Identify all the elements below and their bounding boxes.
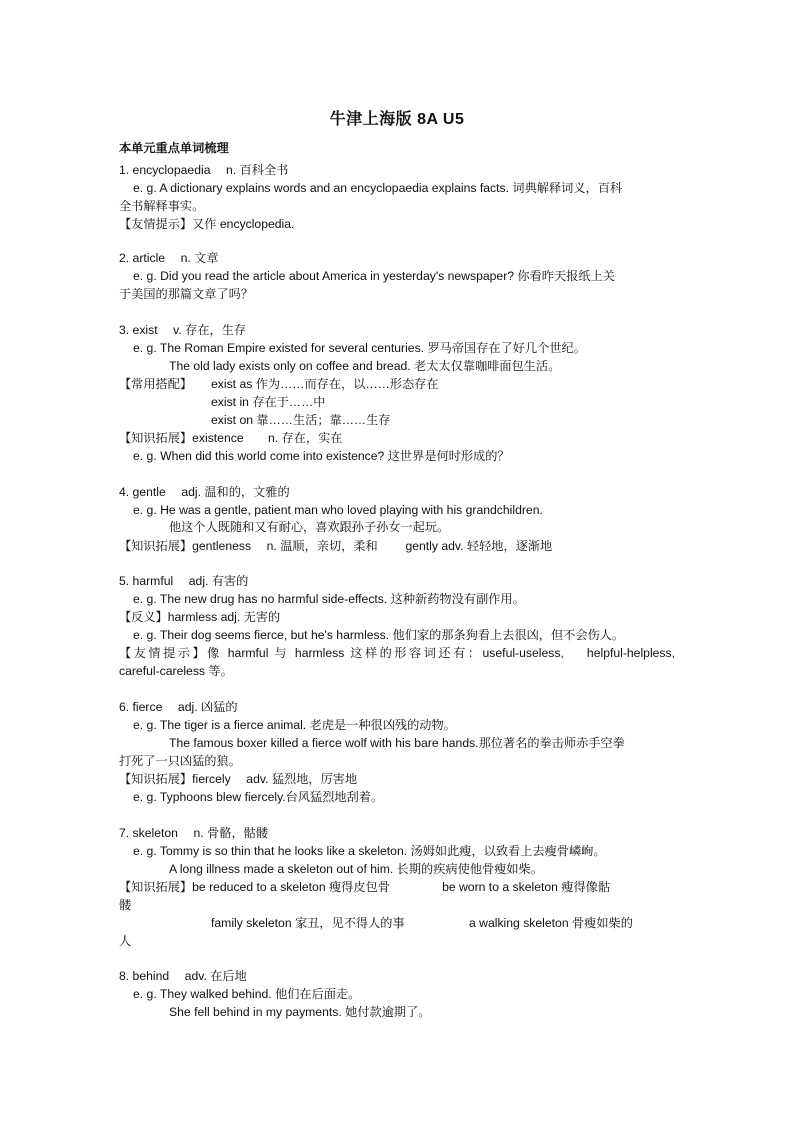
entry-harmful-head: 5. harmful adj. 有害的: [119, 574, 249, 588]
entry-harmful-example-1: e. g. The new drug has no harmful side-effects. 这种新药物没有副作用。: [133, 592, 525, 606]
entry-exist-collocation-3: exist on 靠……生活；靠……生存: [211, 413, 391, 427]
entry-gentle-example-cn: 他这个人既随和又有耐心，喜欢跟孙子孙女一起玩。: [169, 520, 450, 534]
entry-skeleton-head: 7. skeleton n. 骨骼，骷髅: [119, 826, 269, 840]
entry-behind-example-1: e. g. They walked behind. 他们在后面走。: [133, 987, 361, 1001]
section-heading: 本单元重点单词梳理: [119, 141, 229, 155]
entry-exist-collocation-1: exist as 作为……而存在，以……形态存在: [211, 377, 439, 391]
entry-exist-head: 3. exist v. 存在，生存: [119, 323, 247, 337]
entry-fierce-example-3: e. g. Typhoons blew fiercely.台风猛烈地刮着。: [133, 790, 384, 804]
entry-encyclopaedia-tip: 【友情提示】又作 encyclopedia.: [119, 217, 295, 231]
entry-exist-example-1: e. g. The Roman Empire existed for several centuries. 罗马帝国存在了好几个世纪。: [133, 341, 586, 355]
entry-exist-example-3: e. g. When did this world come into existence? 这世界是何时形成的？: [133, 449, 510, 463]
entry-exist-collocation-label: 【常用搭配】: [119, 377, 193, 391]
entry-fierce-example-2: The famous boxer killed a fierce wolf with his bare hands.那位著名的拳击师赤手空拳: [169, 736, 625, 750]
entry-harmful-example-2: e. g. Their dog seems fierce, but he's harmless. 他们家的那条狗看上去很凶，但不会伤人。: [133, 628, 625, 642]
entry-article-example: e. g. Did you read the article about America in yesterday's newspaper? 你看昨天报纸上关: [133, 269, 615, 283]
entry-harmful-antonym: 【反义】harmless adj. 无害的: [119, 610, 281, 624]
entry-fierce-example-2-cont: 打死了一只凶猛的狼。: [119, 754, 241, 768]
entry-gentle-head: 4. gentle adj. 温和的，文雅的: [119, 485, 290, 499]
entry-behind-head: 8. behind adv. 在后地: [119, 969, 247, 983]
entry-exist-expand: 【知识拓展】existence n. 存在，实在: [119, 431, 343, 445]
entry-harmful-tip-cont: careful-careless 等。: [119, 664, 233, 678]
entry-fierce-expand: 【知识拓展】fiercely adv. 猛烈地，厉害地: [119, 772, 358, 786]
entry-gentle-expand: 【知识拓展】gentleness n. 温顺，亲切，柔和 gently adv. 轻轻地，逐渐地: [119, 539, 553, 553]
entry-skeleton-expand-2-cont: 人: [119, 934, 132, 948]
entry-fierce-example-1: e. g. The tiger is a fierce animal. 老虎是一种很凶残的动物。: [133, 718, 456, 732]
entry-skeleton-expand-cont: 髅: [119, 898, 132, 912]
entry-gentle-example: e. g. He was a gentle, patient man who loved playing with his grandchildren.: [133, 503, 543, 517]
entry-exist-example-2: The old lady exists only on coffee and bread. 老太太仅靠咖啡面包生活。: [169, 359, 561, 373]
entry-skeleton-example-2: A long illness made a skeleton out of him. 长期的疾病使他骨瘦如柴。: [169, 862, 543, 876]
entry-skeleton-example-1: e. g. Tommy is so thin that he looks like a skeleton. 汤姆如此瘦，以致看上去瘦骨嶙峋。: [133, 844, 606, 858]
entry-behind-example-2: She fell behind in my payments. 她付款逾期了。: [169, 1005, 431, 1019]
entry-article-example-cont: 于美国的那篇文章了吗？: [119, 287, 254, 301]
entry-harmful-tip: 【友情提示】像 harmful 与 harmless 这样的形容词还有：useful-useless, helpful-helpless,: [119, 646, 675, 660]
page-title: 牛津上海版 8A U5: [329, 111, 465, 128]
entry-encyclopaedia-head: 1. encyclopaedia n. 百科全书: [119, 163, 289, 177]
entry-fierce-head: 6. fierce adj. 凶猛的: [119, 700, 238, 714]
entry-encyclopaedia-example-cont: 全书解释事实。: [119, 199, 205, 213]
entry-article-head: 2. article n. 文章: [119, 251, 219, 265]
entry-exist-collocation-2: exist in 存在于……中: [211, 395, 326, 409]
entry-skeleton-expand-2: family skeleton 家丑，见不得人的事 a walking skeleton 骨瘦如柴的: [211, 916, 633, 930]
entry-encyclopaedia-example: e. g. A dictionary explains words and an encyclopaedia explains facts. 词典解释词义，百科: [133, 181, 623, 195]
entry-skeleton-expand: 【知识拓展】be reduced to a skeleton 瘦得皮包骨 be worn to a skeleton 瘦得像骷: [119, 880, 611, 894]
